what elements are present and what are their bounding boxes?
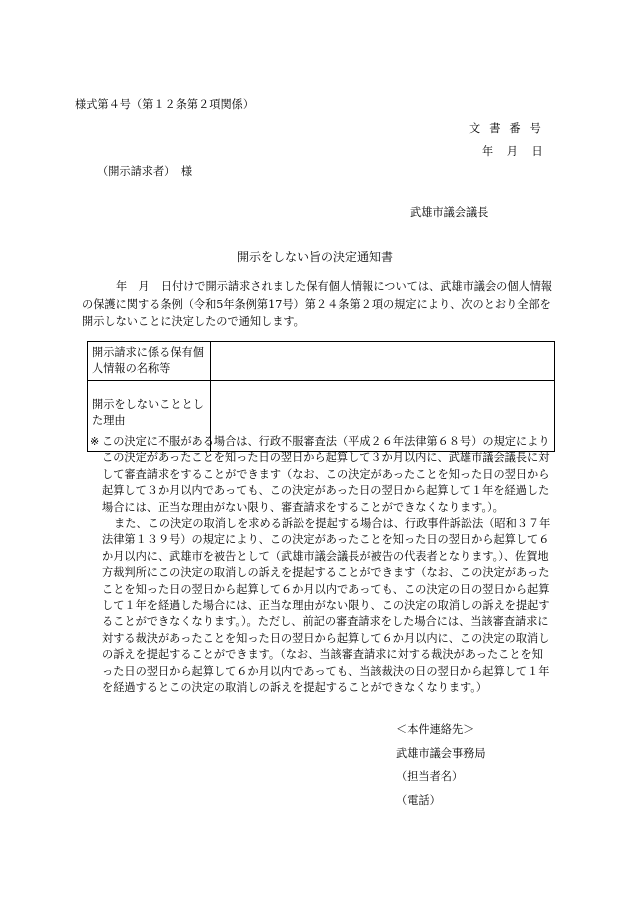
- notice-section: [82, 434, 554, 697]
- notice-text-2: また、この決定の取消しを求める訴訟を提起する場合は、行政事件訴訟法（昭和３７年法律第１３９号）の規定により、この決定があったことを知った日の翌日から起算して６か月以内に、武雄市を被告として（武雄市議会議長が被告の代表者となります。）、佐賀地方裁判所にこの決定の取消しの訴えを提起することができます（なお、この決定があったことを知った日の翌日から起算して６か月以内であっても、この決定の日の翌日から起算して１年を経過した場合には、正当な理由がない限り、この決定の取消しの訴えを提起することができなくなります。）。ただし、前記の審査請求をした場合には、当該審査請求に対する裁決があったことを知った日の翌日から起算して６か月以内に、この決定の取消しの訴えを提起することができます。（なお、当該審査請求に対する裁決があったことを知った日の翌日から起算して６か月以内であっても、当該裁決の日の翌日から起算して１年を経過するとこの決定の取消しの訴えを提起することができなくなります。）: [102, 517, 551, 695]
- contact-heading: ＜本件連絡先＞: [396, 723, 475, 736]
- contact-person: （担当者名）: [396, 770, 464, 783]
- document-number-label: 文書番号: [469, 122, 550, 135]
- date-line: 年 月 日: [482, 145, 543, 158]
- contact-block: [396, 718, 486, 812]
- notice-paragraph-2: [82, 516, 554, 696]
- contact-phone: （電話）: [396, 793, 441, 807]
- notice-mark: ※: [90, 435, 100, 448]
- row1-label: 開示請求に係る保有個人情報の名称等: [88, 342, 211, 381]
- sender-name: 武雄市議会議長: [410, 206, 489, 219]
- notice-paragraph-1: [82, 434, 554, 516]
- table-row: [88, 342, 555, 381]
- recipient-line: （開示請求者） 様: [97, 165, 193, 178]
- row2-label: 開示をしないこととした理由: [88, 381, 211, 452]
- document-title: 開示をしない旨の決定通知書: [236, 250, 393, 264]
- form-label: 様式第４号（第１２条第２項関係）: [75, 98, 255, 111]
- row1-value: [211, 342, 555, 381]
- body-paragraph: [82, 278, 554, 331]
- contact-office: 武雄市議会事務局: [396, 746, 486, 760]
- body-text: 年 月 日付けで開示請求されました保有個人情報については、武雄市議会の個人情報の保護に関する条例（令和5年条例第17号）第２４条第２項の規定により、次のとおり全部を開示しないことに決定したので通知します。: [82, 280, 553, 328]
- notice-text-1: この決定に不服がある場合は、行政不服審査法（平成２６年法律第６８号）の規定によりこの決定があったことを知った日の翌日から起算して３か月以内に、武雄市議会議長に対して審査請求をすることができます（なお、この決定があったことを知った日の翌日から起算して３か月以内であっても、この決定があった日の翌日から起算して１年を経過した場合には、正当な理由がない限り、審査請求をすることができなくなります。）。: [102, 435, 550, 514]
